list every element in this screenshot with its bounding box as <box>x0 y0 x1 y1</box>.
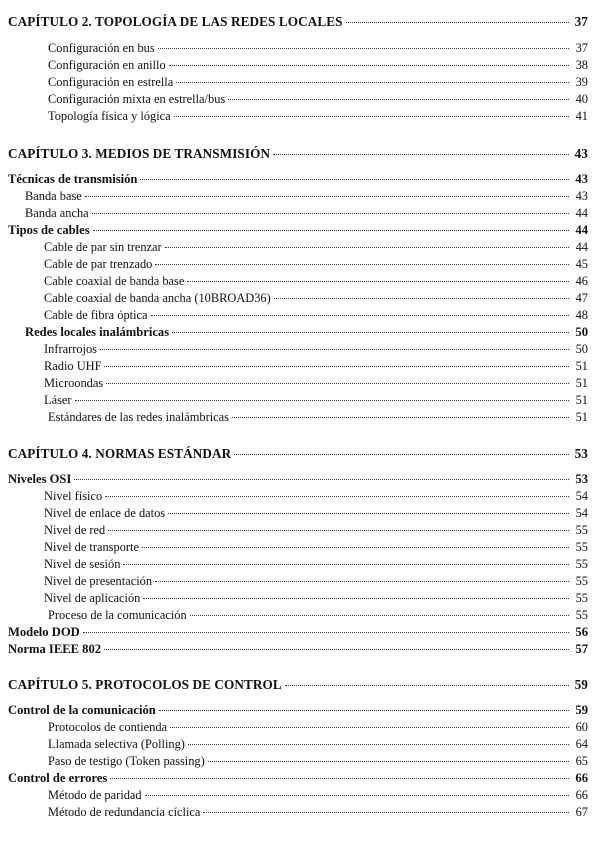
dot-leader <box>145 795 569 796</box>
toc-chapter-3[interactable] <box>0 146 600 162</box>
toc-entry[interactable] <box>0 805 600 820</box>
toc-entry-title: Configuración mixta en estrella/bus <box>48 92 226 106</box>
toc-page-number: 47 <box>575 291 588 305</box>
toc-page-number: 40 <box>575 92 588 106</box>
dot-leader <box>83 632 569 633</box>
toc-page-number: 38 <box>575 58 588 72</box>
toc-page-number: 50 <box>575 342 588 356</box>
toc-entry[interactable] <box>0 608 600 623</box>
toc-entry[interactable] <box>0 240 600 255</box>
toc-page-number: 59 <box>574 677 588 692</box>
toc-entry-title: Método de redundancia cíclica <box>48 805 201 819</box>
toc-chapter-5[interactable] <box>0 677 600 693</box>
dot-leader <box>85 196 569 197</box>
dot-leader <box>105 496 569 497</box>
toc-page-number: 55 <box>575 574 588 588</box>
toc-section[interactable] <box>0 223 600 238</box>
toc-page-number: 55 <box>575 540 588 554</box>
toc-entry[interactable] <box>0 489 600 504</box>
toc-entry-title: Cable coaxial de banda ancha (10BROAD36) <box>44 291 271 305</box>
toc-entry[interactable] <box>0 58 600 73</box>
dot-leader <box>165 247 569 248</box>
toc-section[interactable] <box>0 325 600 340</box>
toc-entry-title: Microondas <box>44 376 104 390</box>
dot-leader <box>74 479 569 480</box>
dot-leader <box>176 82 569 83</box>
toc-entry[interactable] <box>0 393 600 408</box>
toc-section[interactable] <box>0 472 600 487</box>
toc-page-number: 43 <box>575 172 588 186</box>
toc-section[interactable] <box>0 625 600 640</box>
toc-entry-title: Control de la comunicación <box>8 703 156 717</box>
dot-leader <box>174 116 569 117</box>
dot-leader <box>104 649 569 650</box>
toc-entry[interactable] <box>0 308 600 323</box>
toc-page-number: 53 <box>575 472 588 486</box>
toc-entry[interactable] <box>0 257 600 272</box>
dot-leader <box>232 417 569 418</box>
toc-page-number: 66 <box>575 771 588 785</box>
toc-page-number: 55 <box>575 523 588 537</box>
toc-entry[interactable] <box>0 720 600 735</box>
toc-entry-title: Nivel físico <box>44 489 103 503</box>
toc-entry-title: Nivel de aplicación <box>44 591 141 605</box>
toc-entry-title: Redes locales inalámbricas <box>25 325 170 339</box>
toc-entry-title: Estándares de las redes inalámbricas <box>48 410 229 424</box>
toc-entry[interactable] <box>0 410 600 425</box>
toc-entry[interactable] <box>0 506 600 521</box>
dot-leader <box>346 22 569 23</box>
dot-leader <box>168 513 569 514</box>
dot-leader <box>188 744 569 745</box>
dot-leader <box>104 366 569 367</box>
dot-leader <box>172 332 569 333</box>
toc-entry[interactable] <box>0 342 600 357</box>
toc-page-number: 65 <box>575 754 588 768</box>
toc-page-number: 55 <box>575 591 588 605</box>
toc-page-number: 54 <box>575 506 588 520</box>
toc-entry-title: Láser <box>44 393 72 407</box>
dot-leader <box>190 615 569 616</box>
dot-leader <box>155 581 569 582</box>
toc-page-number: 39 <box>575 75 588 89</box>
toc-page-number: 51 <box>575 410 588 424</box>
dot-leader <box>203 812 569 813</box>
toc-page-number: 55 <box>575 557 588 571</box>
toc-section[interactable] <box>0 642 600 657</box>
toc-entry[interactable] <box>0 557 600 572</box>
toc-entry-title: Cable coaxial de banda base <box>44 274 185 288</box>
toc-page-number: 66 <box>575 788 588 802</box>
toc-page-number: 64 <box>575 737 588 751</box>
toc-page-number: 48 <box>575 308 588 322</box>
toc-page-number: 57 <box>575 642 588 656</box>
dot-leader <box>208 761 569 762</box>
dot-leader <box>123 564 569 565</box>
toc-entry[interactable] <box>0 376 600 391</box>
toc-entry-title: Control de errores <box>8 771 108 785</box>
toc-page-number: 54 <box>575 489 588 503</box>
toc-page-number: 41 <box>575 109 588 123</box>
toc-entry-title: Nivel de red <box>44 523 106 537</box>
toc-entry[interactable] <box>0 754 600 769</box>
toc-page-number: 56 <box>575 625 588 639</box>
toc-page-number: 44 <box>575 206 588 220</box>
toc-entry[interactable] <box>0 591 600 606</box>
toc-entry-title: CAPÍTULO 5. PROTOCOLOS DE CONTROL <box>8 677 282 692</box>
toc-entry-title: Nivel de transporte <box>44 540 139 554</box>
toc-entry-title: Proceso de la comunicación <box>48 608 187 622</box>
dot-leader <box>170 727 569 728</box>
dot-leader <box>187 281 569 282</box>
toc-entry-title: Infrarrojos <box>44 342 97 356</box>
toc-page-number: 37 <box>575 41 588 55</box>
dot-leader <box>158 48 569 49</box>
toc-entry[interactable] <box>0 41 600 56</box>
toc-entry-title: Radio UHF <box>44 359 102 373</box>
toc-page-number: 37 <box>574 14 588 29</box>
toc-page-number: 50 <box>575 325 588 339</box>
toc-page-number: 44 <box>575 223 588 237</box>
toc-entry[interactable] <box>0 574 600 589</box>
toc-entry-title: Norma IEEE 802 <box>8 642 102 656</box>
toc-entry-title: Configuración en bus <box>48 41 155 55</box>
dot-leader <box>106 383 569 384</box>
toc-entry[interactable] <box>0 523 600 538</box>
toc-entry[interactable] <box>0 737 600 752</box>
toc-entry[interactable] <box>0 291 600 306</box>
dot-leader <box>274 298 569 299</box>
toc-entry[interactable] <box>0 540 600 555</box>
toc-entry-title: Modelo DOD <box>8 625 80 639</box>
toc-entry-title: Nivel de sesión <box>44 557 121 571</box>
toc-entry[interactable] <box>0 206 600 221</box>
toc-entry[interactable] <box>0 109 600 124</box>
dot-leader <box>143 598 569 599</box>
toc-entry-title: Banda ancha <box>25 206 89 220</box>
dot-leader <box>93 230 569 231</box>
dot-leader <box>92 213 569 214</box>
toc-entry[interactable] <box>0 274 600 289</box>
toc-entry-text: Llamada selectiva (Polling) <box>48 737 185 751</box>
toc-entry-title: Configuración en estrella <box>48 75 174 89</box>
toc-page-number: 51 <box>575 393 588 407</box>
dot-leader <box>140 179 569 180</box>
toc-entry[interactable] <box>0 359 600 374</box>
toc-page-number: 44 <box>575 240 588 254</box>
dot-leader <box>234 454 569 455</box>
dot-leader <box>155 264 569 265</box>
toc-entry-title: Configuración en anillo <box>48 58 166 72</box>
dot-leader <box>273 154 569 155</box>
dot-leader <box>169 65 569 66</box>
dot-leader <box>159 710 569 711</box>
dot-leader <box>228 99 569 100</box>
toc-entry-title <box>48 754 205 769</box>
toc-entry-title: Técnicas de transmisión <box>8 172 138 186</box>
toc-entry-title: Nivel de presentación <box>44 574 153 588</box>
toc-entry-title: Protocolos de contienda <box>48 720 168 734</box>
toc-page-number: 46 <box>575 274 588 288</box>
toc-entry[interactable] <box>0 189 600 204</box>
toc-entry-title: CAPÍTULO 2. TOPOLOGÍA DE LAS REDES LOCALES <box>8 14 343 29</box>
toc-entry-title: Topología física y lógica <box>48 109 171 123</box>
toc-page-number: 53 <box>574 446 588 461</box>
toc-chapter-4[interactable] <box>0 446 600 462</box>
dot-leader <box>100 349 569 350</box>
toc-entry-title: Banda base <box>25 189 82 203</box>
toc-page-number: 43 <box>574 146 588 161</box>
toc-entry-title: Niveles OSI <box>8 472 72 486</box>
dot-leader <box>108 530 569 531</box>
toc-entry[interactable] <box>0 92 600 107</box>
toc-entry-text: Paso de testigo (Token passing) <box>48 754 205 768</box>
dot-leader <box>142 547 569 548</box>
toc-chapter-2[interactable] <box>0 14 600 30</box>
toc-page-number: 45 <box>575 257 588 271</box>
toc-entry-title: Método de paridad <box>48 788 142 802</box>
toc-section[interactable] <box>0 172 600 187</box>
toc-entry-title: Cable de par sin trenzar <box>44 240 162 254</box>
toc-section[interactable] <box>0 703 600 718</box>
toc-entry-title: Nivel de enlace de datos <box>44 506 166 520</box>
toc-page-number: 55 <box>575 608 588 622</box>
toc-page-number: 59 <box>575 703 588 717</box>
toc-entry[interactable] <box>0 75 600 90</box>
toc-entry-title <box>48 737 185 752</box>
toc-entry-title: CAPÍTULO 4. NORMAS ESTÁNDAR <box>8 446 232 461</box>
toc-page-number: 51 <box>575 359 588 373</box>
dot-leader <box>110 778 569 779</box>
toc-page-number: 43 <box>575 189 588 203</box>
dot-leader <box>151 315 569 316</box>
toc-entry-title: CAPÍTULO 3. MEDIOS DE TRANSMISIÓN <box>8 146 271 161</box>
dot-leader <box>75 400 569 401</box>
toc-entry-title: Tipos de cables <box>8 223 90 237</box>
toc-entry-title: Cable de fibra óptica <box>44 308 148 322</box>
toc-section[interactable] <box>0 771 600 786</box>
toc-page-number: 67 <box>575 805 588 819</box>
toc-entry-title: Cable de par trenzado <box>44 257 153 271</box>
toc-page-number: 51 <box>575 376 588 390</box>
dot-leader <box>285 685 569 686</box>
toc-entry[interactable] <box>0 788 600 803</box>
toc-page-number: 60 <box>575 720 588 734</box>
